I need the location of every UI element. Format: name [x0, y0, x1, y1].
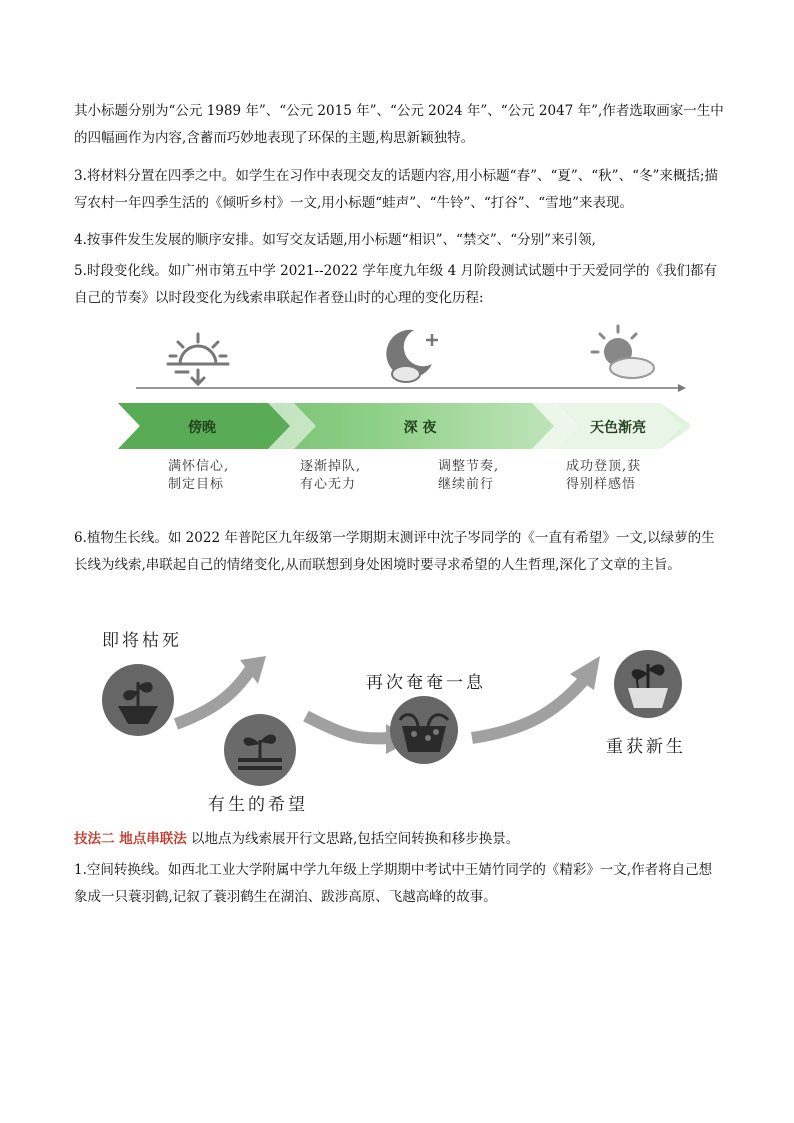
timeline-note-1 — [168, 458, 229, 494]
technique-label: 技法二 地点串联法 — [74, 831, 187, 847]
plant-label-reborn: 重获新生 — [606, 737, 686, 757]
note-line: 制定目标 — [168, 477, 225, 492]
timeline-note-4 — [566, 458, 641, 494]
note-line: 有心无力 — [300, 477, 357, 492]
note-line: 继续前行 — [438, 477, 495, 492]
plant-graphic — [94, 620, 714, 820]
stage-label-midnight: 深 夜 — [403, 420, 437, 436]
plant-growth-figure — [94, 620, 714, 820]
paragraph-6 — [74, 826, 724, 853]
stage-label-dawn: 天色渐亮 — [590, 420, 646, 436]
timeline-note-3 — [438, 458, 499, 494]
paragraph-3: 4.按事件发生发展的顺序安排。如写交友话题,用小标题“相识”、“禁交”、“分别”来引领, — [74, 232, 596, 248]
paragraph-1: 其小标题分别为“公元 1989 年”、“公元 2015 年”、“公元 2024 年”、“公元 2047 年”,作者选取画家一生中的四幅画作为内容,含蓄而巧妙地表现了环保的主题,构思新颖独特。 — [74, 103, 724, 146]
note-line: 调整节奏, — [438, 459, 500, 474]
moon-night-icon — [386, 330, 438, 382]
plant-label-dying: 即将枯死 — [102, 631, 182, 651]
paragraph-5: 6.植物生长线。如 2022 年普陀区九年级第一学期期末测评中沈子岑同学的《一直有希望》一文,以绿萝的生长线为线索,串联起自己的情绪变化,从而联想到身处困境时要寻求希望的人生哲理,深化了文章的主旨。 — [74, 530, 715, 573]
sunrise-icon — [592, 326, 654, 378]
paragraph-7: 1.空间转换线。如西北工业大学附属中学九年级上学期期中考试中王婧竹同学的《精彩》一文,作者将自己想象成一只蓑羽鹤,记叙了蓑羽鹤生在湖泊、跋涉高原、飞越高峰的故事。 — [74, 862, 713, 905]
plant-label-hope: 有生的希望 — [208, 795, 308, 815]
note-line: 逐渐掉队, — [300, 459, 362, 474]
stage-label-evening: 傍晚 — [188, 420, 216, 436]
technique-text: 以地点为线索展开行文思路,包括空间转换和移步换景。 — [191, 831, 520, 847]
sunset-icon — [168, 334, 228, 384]
note-line: 成功登顶,获 — [566, 459, 642, 474]
plant-label-wilting-again: 再次奄奄一息 — [366, 673, 486, 693]
paragraph-4: 5.时段变化线。如广州市第五中学 2021--2022 学年度九年级 4 月阶段测试试题中于天爱同学的《我们都有自己的节奏》以时段变化为线索串联起作者登山时的心理的变化历程: — [74, 263, 717, 306]
revived-plant-icon — [614, 650, 682, 718]
timeline-note-2 — [300, 458, 361, 494]
withered-plant-icon — [102, 664, 174, 736]
wilted-pot-icon — [390, 696, 458, 764]
note-line: 得别样感悟 — [566, 477, 637, 492]
sprout-icon — [224, 714, 296, 786]
paragraph-2: 3.将材料分置在四季之中。如学生在习作中表现交友的话题内容,用小标题“春”、“夏”、“秋”、“冬”来概括;描写农村一年四季生活的《倾听乡村》一文,用小标题“蛙声”、“牛铃”、“打谷”、“雪地”来表现。 — [74, 168, 718, 211]
note-line: 满怀信心, — [168, 459, 230, 474]
timeline-figure — [118, 324, 690, 500]
